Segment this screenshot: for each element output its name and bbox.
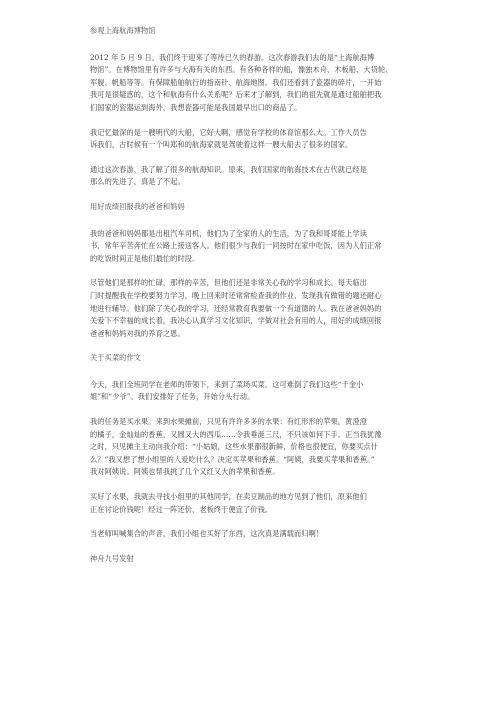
text-line: 正在讨论价钱呢！经过一阵还价，老板终于便宜了价钱。 [90,504,273,514]
paragraph [90,528,410,541]
essay-title: 用好成绩回报我的爸爸和妈妈 [90,201,185,211]
text-line: 诉我们，古时候有一个叫郑和的航海家就是驾驶着这样一艘大船去了很多的国家。 [90,140,353,150]
document-page [90,25,410,579]
text-line: 买好了水果，我就去寻找小组里的其他同学，在卖豆制品的地方见到了他们，原来他们 [90,492,367,502]
paragraph [90,228,410,266]
essay-groceries [90,352,410,541]
text-line: 我的爸爸和妈妈都是出租汽车司机，他们为了全家的人的生活，为了我和哥哥能上学读 [90,228,367,238]
text-line: 当老师叫喊集合的声音，我们小组也买好了东西，这次真是满载而归啊！ [90,529,324,539]
paragraph [90,491,410,516]
essay-museum [90,25,410,189]
text-line: 之时，只见摊主主动向我介绍：“小姑娘，这些水果都很新鲜，价格也很便宜，你要买点什 [90,442,378,452]
text-line: 们国家的瓷器运到海外，我想瓷器可能是我国最早出口的商品了。 [90,102,302,112]
text-line: 书，常年辛苦奔忙在公路上接送客人。他们很少与我们一同按时在家中吃饭，因为人们正常 [90,241,382,251]
text-line: 2012 年 5 月 9 日，我们终于迎来了等待已久的春游。这次春游我们去的是“上海航海博 [90,52,375,62]
essay-title: 关于买菜的作文 [90,353,142,363]
paragraph [90,127,410,152]
paragraph [90,416,410,479]
text-line: 爸爸和妈妈对我的养育之恩。 [90,328,185,338]
paragraph [90,277,410,340]
text-line: 我记忆最深的是一艘明代的大船，它好大啊，感觉有学校的体育馆那么大。工作人员告 [90,127,367,137]
text-line: 地进行辅导。他们除了关心我的学习，还经常教育我要做一个有道德的人。我在爸爸妈妈的 [90,303,382,313]
text-line: 的橘子，金灿灿的香蕉，又圆又大的西瓜……令我垂涎三尺，不只该如何下手。正当我犹豫 [90,429,382,439]
text-line: 的吃饭时间正是他们最忙的时段。 [90,253,200,263]
essay-parents [90,201,410,340]
text-line: 军舰、帆船等等。有保障船舶航行的指南针、航海地图。我们还看到了瓷器的碎片，一开始 [90,77,382,87]
paragraph [90,52,410,115]
text-line: 那么的先进了，真是了不起。 [90,177,185,187]
text-line: 关爱下不幸福的成长着，我决心认真学习文化知识，学做对社会有用的人，用好的成绩回报 [90,316,382,326]
text-line: 物馆”。在博物馆里有许多与大海有关的东西。有各种各样的船，像独木舟、木板船、大货轮、 [90,65,393,75]
essay-title: 神舟九号发射 [90,553,134,563]
text-line: 我的任务是买水果。来到水果摊前，只见有许许多多的水果：有红形形的苹果，黄澄澄 [90,417,367,427]
text-line: 通过这次春游，我了解了很多的航海知识。原来，我们国家的航海技术在古代就已经是 [90,164,367,174]
paragraph [90,164,410,189]
text-line: 么？”我又想了想小组里的人爱吃什么？决定买苹果和香蕉。“阿姨，我要买苹果和香蕉。” [90,454,375,464]
text-line: 尽管他们是那样的忙碌，那样的辛苦，但他们还是非常关心我的学习和成长。每天临出 [90,278,367,288]
essay-shenzhou [90,553,410,566]
text-line: 姐”和“少爷”。我们安排好了任务，开始分头行动。 [90,392,255,402]
text-line: 今天，我们全班同学在老师的带领下，来到了菜场买菜。这可难倒了我们这些“千金小 [90,379,364,389]
text-line: 我对阿姨说。阿姨也帮我挑了几个又红又大的苹果和香蕉。 [90,467,280,477]
paragraph [90,379,410,404]
text-line: 门时提醒我在学校要努力学习，晚上回来时还常常检查我的作业，发现我有做错的题还耐心 [90,290,382,300]
essay-title: 参观上海航海博物馆 [90,26,156,35]
text-line: 我可是很疑惑的，这个和航海有什么关系呢？后来才了解到，我们的祖先就是通过船舶把我 [90,90,382,100]
